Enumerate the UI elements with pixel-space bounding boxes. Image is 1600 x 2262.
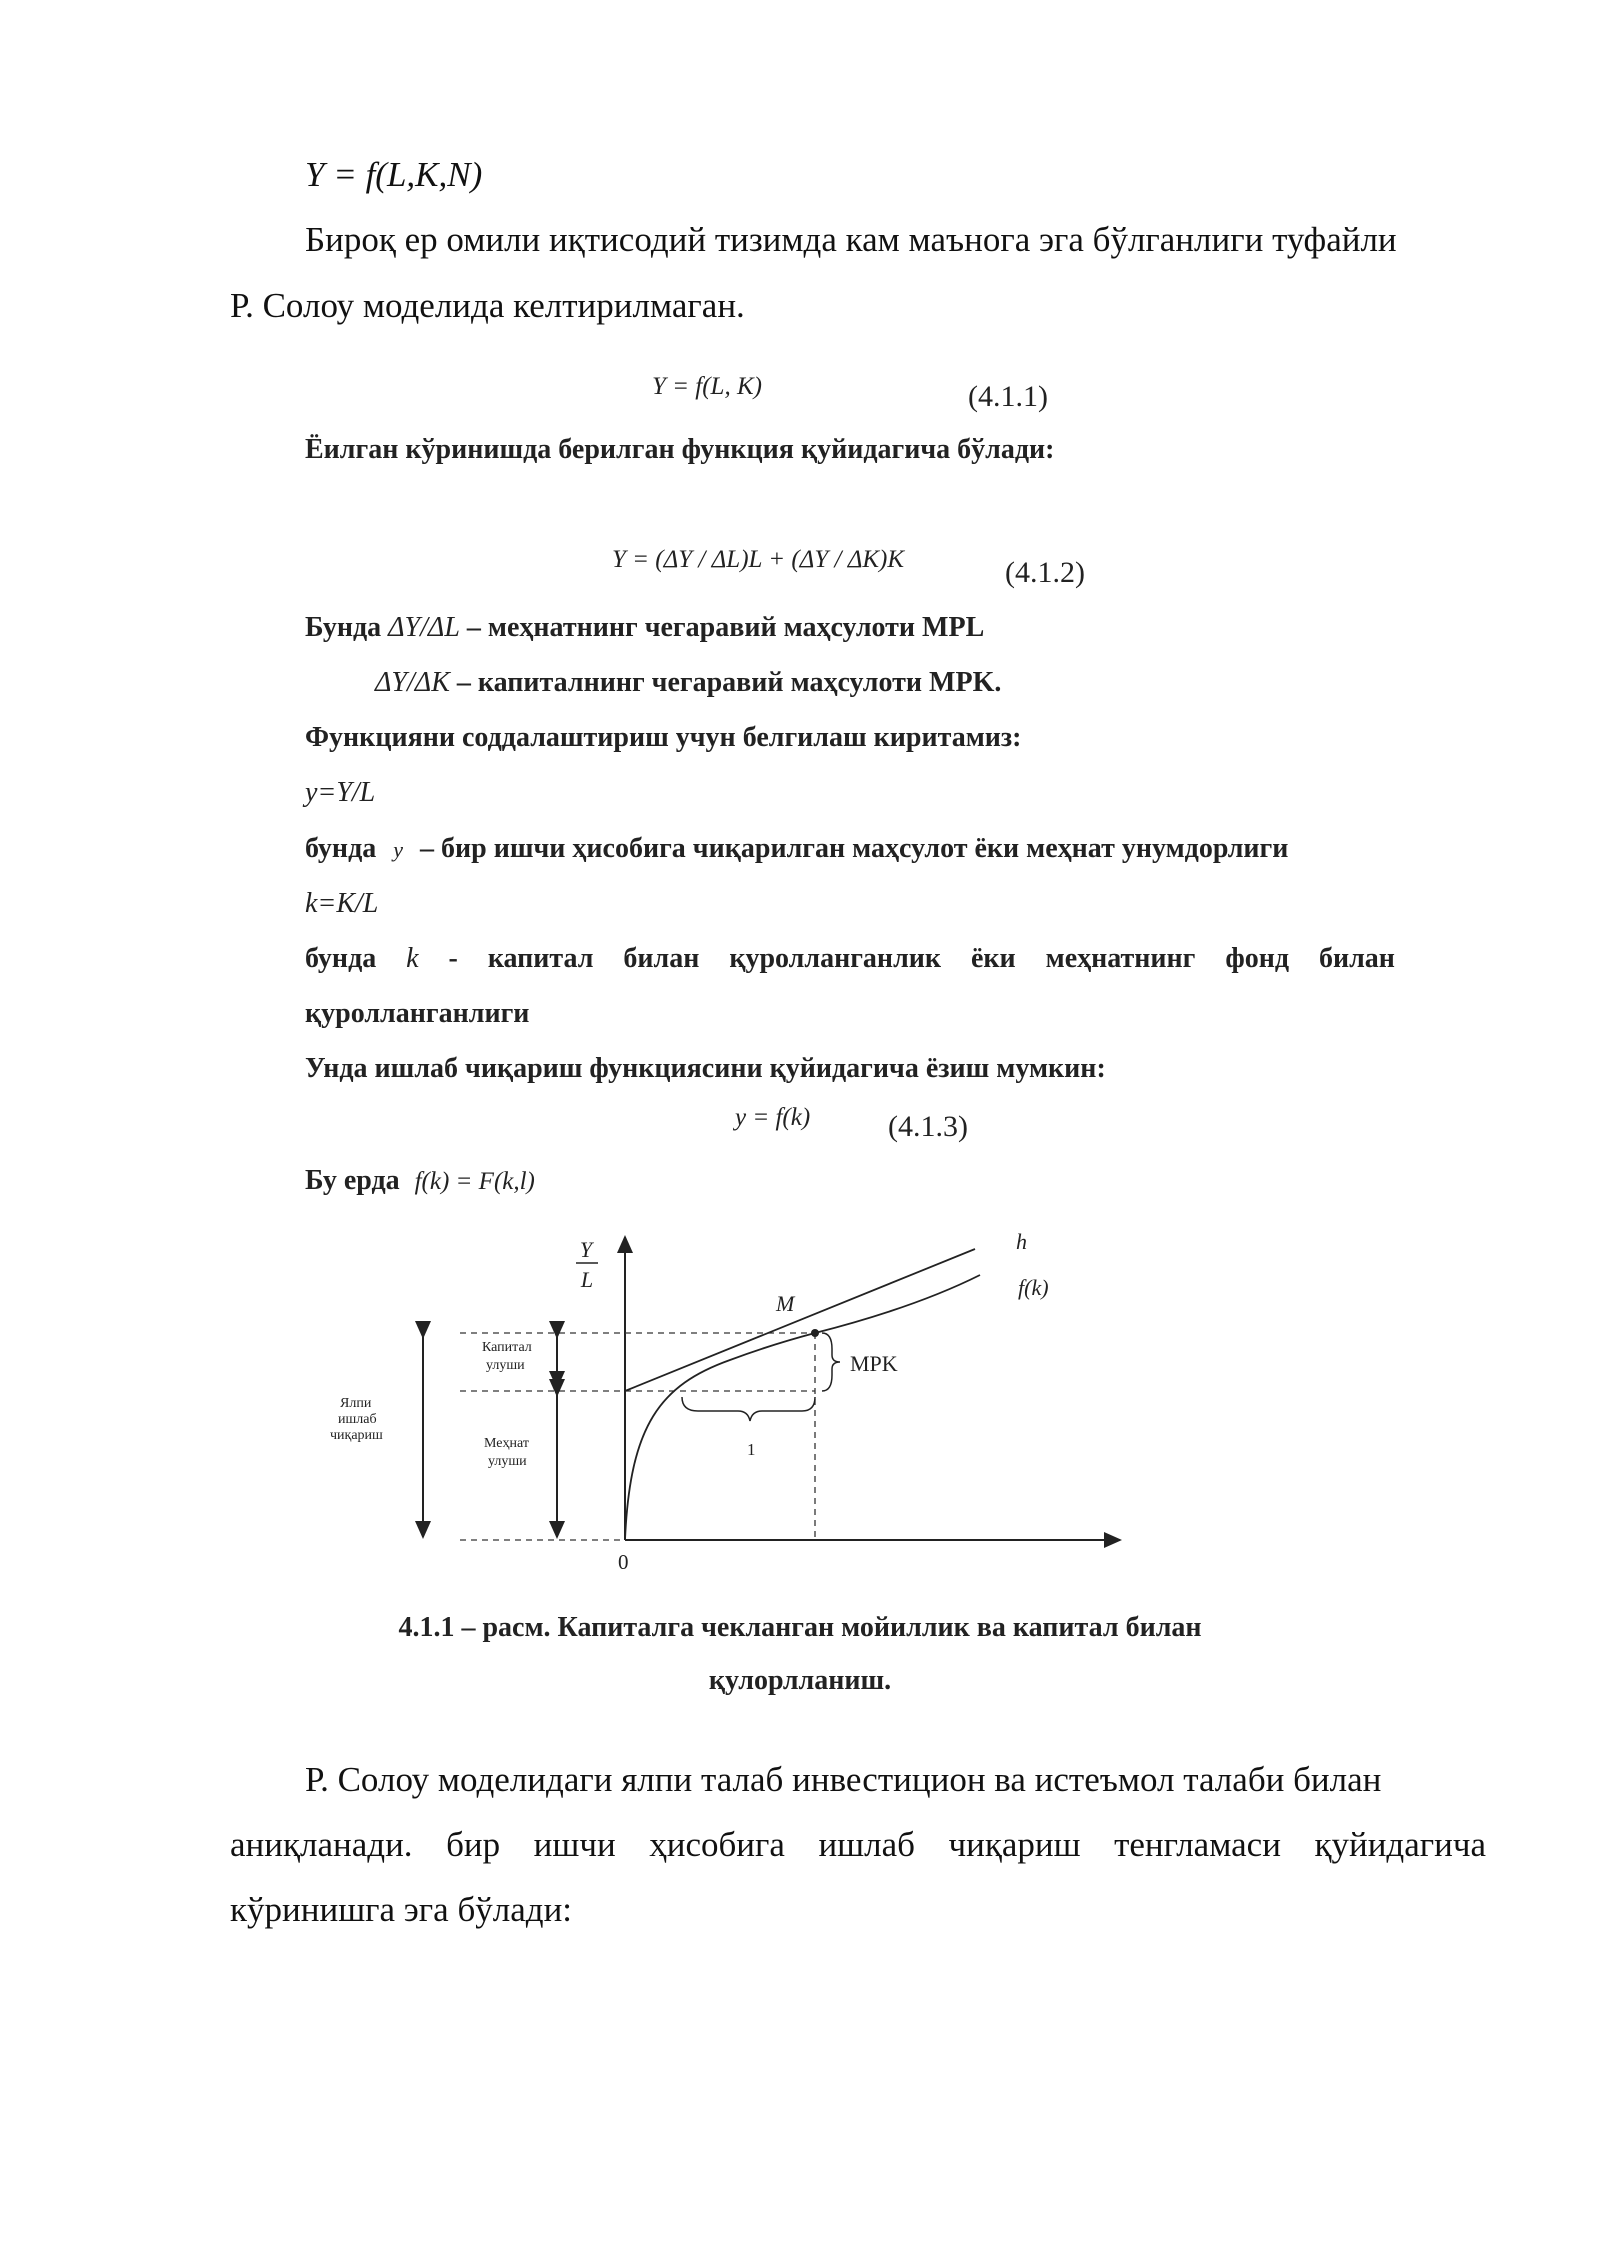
paragraph-2-line-1-text: Р. Солоу моделидаги ялпи талаб инвестицион ва истеъмол талаби билан [305,1760,1382,1799]
scan-text-where [305,1165,535,1197]
label-unit: 1 [747,1440,756,1459]
word: - [448,943,458,974]
word: бунда [305,943,377,974]
scan-text-mpl-symbol: ΔY/ΔL [388,612,460,643]
scan-text-where-equation: f(k) = F(k,l) [414,1168,535,1195]
scan-text-mpl-rest: – меҳнатнинг чегаравий маҳсулоти MPL [459,612,985,643]
label-h: h [1016,1229,1027,1254]
paragraph-1-line-2: Р. Солоу моделида келтирилмаган. [230,286,745,325]
origin-label: 0 [618,1550,629,1574]
word: қуролланганлик [729,943,942,974]
scan-text-mpk-rest: – капиталнинг чегаравий маҳсулоти MPK. [449,667,1002,698]
scan-text-y-prefix: бунда [305,833,384,864]
production-curve-fk [625,1275,980,1540]
label-mpk: MPK [850,1351,898,1376]
word: k [406,943,419,974]
solow-production-diagram [310,1225,1140,1605]
label-total-output-3: чиқариш [330,1428,383,1443]
scan-text-y-symbol: y [393,837,403,862]
paragraph-2-line-1 [305,1760,1486,1800]
y-axis-label-denominator: L [580,1267,594,1292]
word: аниқланади. [230,1825,413,1864]
scan-text-k-definition [305,943,1395,975]
scan-text-where-prefix: Бу ерда [305,1165,407,1196]
equation-4-1-3-number: (4.1.3) [888,1110,968,1143]
scan-text-mpl [305,612,984,644]
label-labor-share-2: улуши [488,1454,527,1469]
scan-text-y-definition [305,833,1288,865]
y-axis-label-numerator: Y [579,1237,593,1262]
word: ёки [970,943,1016,974]
unit-brace [682,1397,815,1421]
figure-caption-line-2: қулорлланиш. [708,1665,892,1696]
word: чиқариш [948,1825,1081,1864]
word: фонд [1225,943,1290,974]
equation-4-1-3: y = f(k) [735,1104,811,1131]
label-fk: f(k) [1018,1275,1049,1300]
scan-text-simplify: Функцияни соддалаштириш учун белгилаш киритамиз: [305,722,1022,753]
formula-production-function: Y = f(L,K,N) [305,155,483,194]
figure-caption-line-1: 4.1.1 – расм. Капиталга чекланган мойиллик ва капитал билан [398,1612,1202,1643]
tangent-line-h [625,1249,975,1391]
paragraph-2-line-3: кўринишга эга бўлади: [230,1890,573,1929]
word: капитал [487,943,594,974]
scan-text-mpk-symbol: ΔY/ΔK [375,667,450,698]
word: ҳисобига [649,1825,785,1864]
equation-4-1-1: Y = f(L, K) [652,373,762,400]
label-capital-share-2: улуши [486,1358,525,1373]
scan-text-mpl-prefix: Бунда [305,612,389,643]
word: тенгламаси [1114,1825,1281,1864]
word: қуйидагича [1314,1825,1486,1864]
word: ишлаб [818,1825,915,1864]
equation-4-1-2: Y = (ΔY / ΔL)L + (ΔY / ΔK)K [612,546,905,573]
label-total-output-1: Ялпи [340,1396,372,1411]
scan-text-k-definition-cont: қуролланганлиги [305,998,530,1029]
word: ишчи [533,1825,616,1864]
scan-text-mpk [375,667,1001,699]
paragraph-2-line-2 [230,1825,1486,1865]
label-capital-share-1: Капитал [482,1340,532,1355]
label-total-output-2: ишлаб [338,1412,377,1427]
equation-4-1-2-number: (4.1.2) [1005,556,1085,589]
point-m [811,1329,819,1337]
paragraph-1-line-1 [305,220,1486,260]
paragraph-1-line-1-text: Бироқ ер омили иқтисодий тизимда кам маънога эга бўлганлиги туфайли [305,220,1397,259]
label-labor-share-1: Меҳнат [484,1436,529,1451]
scan-formula-k: k=K/L [305,888,379,919]
word: билан [623,943,700,974]
label-m: M [776,1291,795,1316]
scan-text-production-function: Унда ишлаб чиқариш функциясини қуйидагича ёзиш мумкин: [305,1053,1106,1084]
equation-4-1-1-number: (4.1.1) [968,380,1048,413]
scan-text-function-form: Ёилган кўринишда берилган функция қуйидагича бўлади: [305,434,1055,465]
scan-text-y-rest: – бир ишчи ҳисобига чиқарилган маҳсулот ёки меҳнат унумдорлиги [413,833,1289,864]
word: бир [446,1825,501,1864]
word: билан [1318,943,1395,974]
word: меҳнатнинг [1045,943,1196,974]
mpk-brace [822,1333,840,1391]
scan-formula-y: y=Y/L [305,777,376,808]
